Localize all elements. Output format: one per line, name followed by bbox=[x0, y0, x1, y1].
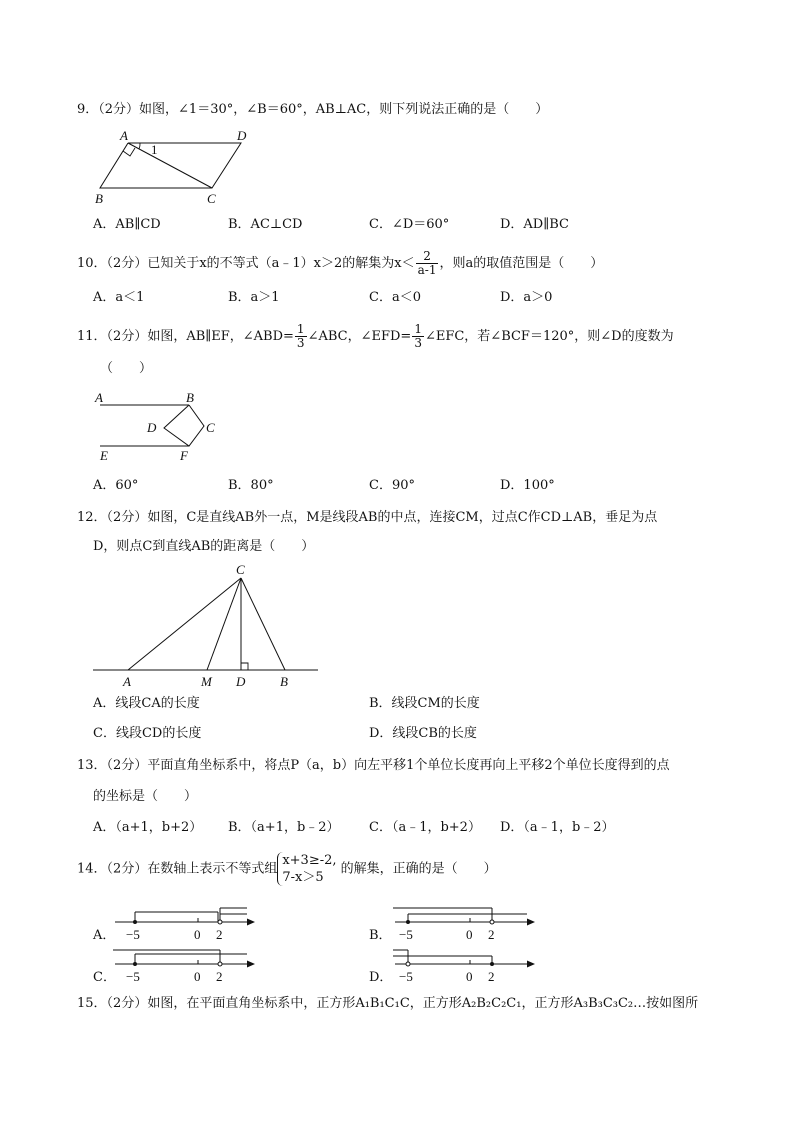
q9-label-A: A bbox=[120, 128, 128, 143]
q11-label-A: A bbox=[95, 390, 103, 405]
q14-inequality-system bbox=[277, 852, 336, 886]
q10-stem bbox=[77, 250, 603, 277]
q11-option-a: A．60° bbox=[93, 478, 139, 493]
q12-label-C: C bbox=[236, 562, 245, 577]
q11-label-D: D bbox=[147, 420, 157, 435]
q14a-tick-0: 0 bbox=[194, 927, 201, 942]
q9-option-a: A．AB∥CD bbox=[93, 217, 161, 232]
q14-option-d-letter: D． bbox=[369, 970, 393, 985]
q11-stem-bracket: （ ） bbox=[100, 361, 153, 376]
q15-stem: 15．（2分）如图，在平面直角坐标系中，正方形A₁B₁C₁C，正方形A₂B₂C₂C₁，正方形A₃B₃C₃C₂…按如图所 bbox=[77, 996, 699, 1011]
q12-option-a: A．线段CA的长度 bbox=[93, 696, 200, 711]
q11-option-d: D．100° bbox=[500, 478, 555, 493]
q14-option-a-letter: A． bbox=[93, 928, 116, 943]
q11-label-E: E bbox=[100, 448, 108, 463]
q11-frac1-num: 1 bbox=[296, 322, 305, 336]
q11-fraction-1 bbox=[295, 323, 307, 350]
q9-option-c: C．∠D＝60° bbox=[369, 217, 450, 232]
q10-fraction bbox=[416, 250, 439, 277]
q14c-tick-2: 2 bbox=[216, 969, 223, 984]
q10-option-b: B．a＞1 bbox=[228, 290, 280, 305]
q14d-tick-neg5: −5 bbox=[399, 969, 413, 984]
q13-option-b: B．（a+1，b﹣2） bbox=[228, 820, 340, 835]
q9-label-B: B bbox=[95, 191, 103, 206]
q12-label-M: M bbox=[201, 674, 212, 689]
q10-stem-a: 10．（2分）已知关于x的不等式（a﹣1）x＞2的解集为 bbox=[77, 256, 395, 271]
q9-figure bbox=[90, 125, 260, 210]
q12-label-A: A bbox=[123, 674, 131, 689]
q14b-tick-0: 0 bbox=[466, 927, 473, 942]
q11-figure bbox=[92, 388, 222, 463]
q9-label-D: D bbox=[237, 128, 247, 143]
q9-option-d: D．AD∥BC bbox=[500, 217, 569, 232]
q14a-tick-neg5: −5 bbox=[126, 927, 140, 942]
q14b-tick-2: 2 bbox=[488, 927, 495, 942]
q14d-tick-2: 2 bbox=[488, 969, 495, 984]
q11-stem bbox=[77, 323, 674, 350]
q12-label-D: D bbox=[236, 674, 246, 689]
q11-frac2-num: 1 bbox=[414, 322, 422, 336]
q11-stem-c: ∠EFC，若∠BCF＝120°，则∠D的度数为 bbox=[424, 329, 674, 344]
q14-stem bbox=[77, 852, 497, 886]
q14-stem-a: 14．（2分）在数轴上表示不等式组 bbox=[77, 861, 278, 877]
q9-angle-1-label: 1 bbox=[151, 142, 158, 157]
q14-option-b-numberline bbox=[390, 905, 540, 945]
q11-frac2-den: 3 bbox=[414, 336, 422, 350]
q9-option-b: B．AC⊥CD bbox=[228, 217, 303, 232]
q11-frac1-den: 3 bbox=[296, 336, 305, 350]
q12-option-d: D．线段CB的长度 bbox=[369, 726, 477, 741]
q10-option-a: A．a＜1 bbox=[93, 290, 145, 305]
q10-frac-den: a-1 bbox=[417, 263, 437, 277]
q12-label-B: B bbox=[280, 674, 288, 689]
q9-label-C: C bbox=[207, 191, 216, 206]
q11-label-F: F bbox=[180, 448, 188, 463]
q14-stem-b: 的解集，正确的是（ ） bbox=[340, 861, 497, 877]
q11-option-c: C．90° bbox=[369, 478, 415, 493]
q13-stem-line2: 的坐标是（ ） bbox=[93, 789, 198, 804]
q11-label-B: B bbox=[186, 390, 194, 405]
q11-option-b: B．80° bbox=[228, 478, 274, 493]
q10-option-c: C．a＜0 bbox=[369, 290, 421, 305]
q11-fraction-2 bbox=[412, 323, 424, 350]
q14c-tick-0: 0 bbox=[194, 969, 201, 984]
q14-option-c-numberline bbox=[110, 947, 260, 987]
q13-option-d: D．（a﹣1，b﹣2） bbox=[500, 820, 615, 835]
q14a-tick-2: 2 bbox=[216, 927, 223, 942]
q10-frac-num: 2 bbox=[416, 250, 439, 264]
q14-ineq-2: 7-x＞5 bbox=[282, 870, 324, 885]
q13-option-a: A．（a+1，b+2） bbox=[93, 820, 203, 835]
q14-option-c-letter: C． bbox=[93, 970, 116, 985]
q14-option-d-numberline bbox=[390, 947, 540, 987]
q12-option-b: B．线段CM的长度 bbox=[369, 696, 480, 711]
q14-option-b-letter: B． bbox=[369, 928, 392, 943]
q12-figure bbox=[90, 560, 322, 690]
q12-stem-line1: 12．（2分）如图，C是直线AB外一点，M是线段AB的中点，连接CM，过点C作CD⊥AB，垂足为点 bbox=[77, 510, 658, 525]
q9-stem: 9．（2分）如图，∠1＝30°，∠B＝60°，AB⊥AC，则下列说法正确的是（ ） bbox=[77, 102, 549, 117]
q14-ineq-1: x+3≥-2, bbox=[282, 853, 337, 868]
q10-ineq-x: x＜ bbox=[394, 256, 415, 271]
q11-label-C: C bbox=[206, 420, 215, 435]
q11-stem-b: ∠ABC，∠EFD= bbox=[307, 329, 412, 344]
q12-option-c: C．线段CD的长度 bbox=[93, 726, 202, 741]
q10-option-d: D．a＞0 bbox=[500, 290, 553, 305]
q14b-tick-neg5: −5 bbox=[399, 927, 413, 942]
q10-stem-b: ，则a的取值范围是（ ） bbox=[439, 256, 604, 271]
q12-stem-line2: D，则点C到直线AB的距离是（ ） bbox=[93, 539, 315, 554]
q13-option-c: C．（a﹣1，b+2） bbox=[369, 820, 481, 835]
q14-option-a-numberline bbox=[110, 905, 260, 945]
q14c-tick-neg5: −5 bbox=[126, 969, 140, 984]
q14d-tick-0: 0 bbox=[466, 969, 473, 984]
q13-stem-line1: 13．（2分）平面直角坐标系中，将点P（a，b）向左平移1个单位长度再向上平移2个单位长度得到的点 bbox=[77, 758, 670, 773]
q11-stem-a: 11．（2分）如图，AB∥EF，∠ABD= bbox=[77, 329, 294, 344]
